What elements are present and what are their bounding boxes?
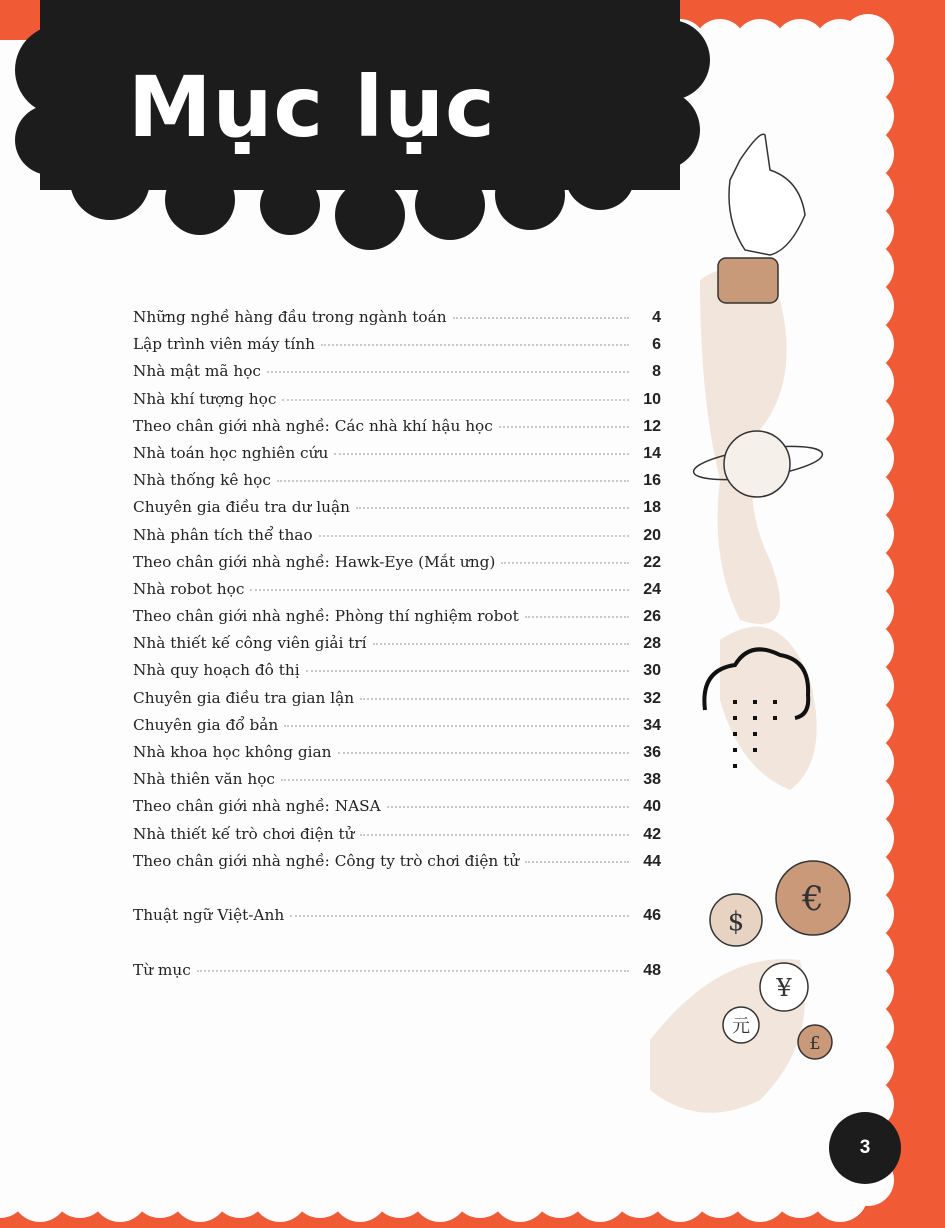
dot-leader bbox=[281, 779, 629, 781]
toc-entry-page: 20 bbox=[643, 526, 661, 544]
dot-leader bbox=[250, 589, 629, 591]
toc-entry-label: Thuật ngữ Việt-Anh bbox=[133, 906, 285, 925]
toc-entry[interactable] bbox=[133, 553, 661, 580]
toc-entry[interactable] bbox=[133, 526, 661, 553]
toc-entry[interactable] bbox=[133, 716, 661, 743]
toc-entry-page: 14 bbox=[643, 444, 661, 462]
toc-entry-page: 10 bbox=[643, 390, 661, 408]
toc-entry-label: Nhà khí tượng học bbox=[133, 389, 277, 408]
dot-leader bbox=[501, 562, 629, 564]
toc-entry[interactable] bbox=[133, 335, 661, 362]
dot-leader bbox=[356, 507, 629, 509]
dot-leader bbox=[525, 616, 629, 618]
toc-entry-label: Nhà thống kê học bbox=[133, 471, 271, 490]
toc-entry-page: 40 bbox=[643, 798, 661, 816]
toc-entry-page: 16 bbox=[643, 472, 661, 490]
toc-entry-label: Nhà khoa học không gian bbox=[133, 743, 332, 761]
svg-text:$: $ bbox=[727, 907, 745, 937]
toc-entry[interactable] bbox=[133, 634, 661, 661]
dot-leader bbox=[373, 643, 629, 645]
toc-entry[interactable] bbox=[133, 825, 661, 852]
toc-entry-page: 48 bbox=[643, 961, 661, 979]
toc-entry-page: 18 bbox=[643, 499, 661, 517]
toc-entry[interactable] bbox=[133, 308, 661, 335]
page-number: 3 bbox=[829, 1112, 901, 1184]
dot-leader bbox=[277, 480, 629, 482]
toc-entry-label: Nhà toán học nghiên cứu bbox=[133, 443, 329, 462]
dot-leader bbox=[338, 752, 629, 754]
toc-entry-page: 36 bbox=[643, 744, 661, 761]
toc-entry-page: 12 bbox=[643, 417, 661, 435]
toc-entry-label: Chuyên gia điều tra dư luận bbox=[133, 498, 350, 517]
toc-entry-label: Nhà phân tích thể thao bbox=[133, 525, 313, 544]
toc-entry-label: Nhà thiên văn học bbox=[133, 770, 275, 789]
dot-leader bbox=[525, 861, 629, 863]
toc-entry-label: Theo chân giới nhà nghề: Hawk-Eye (Mắt ưng) bbox=[133, 552, 496, 571]
toc-entry-page: 26 bbox=[643, 608, 661, 626]
toc-entry-label: Những nghề hàng đầu trong ngành toán bbox=[133, 308, 447, 326]
toc-entry-page: 46 bbox=[643, 907, 661, 925]
svg-text:元: 元 bbox=[732, 1016, 750, 1037]
toc-entry-page: 44 bbox=[643, 852, 661, 870]
toc-entry[interactable] bbox=[133, 362, 661, 389]
dot-leader bbox=[282, 399, 629, 401]
dot-leader bbox=[290, 915, 629, 917]
toc-entry-page: 30 bbox=[643, 662, 661, 680]
toc-entry-page: 24 bbox=[643, 580, 661, 598]
toc-entry-label: Nhà thiết kế trò chơi điện tử bbox=[133, 824, 355, 843]
toc-entry-page: 42 bbox=[643, 825, 661, 843]
dot-leader bbox=[284, 725, 629, 727]
dot-leader bbox=[499, 426, 629, 428]
toc-entry-page: 38 bbox=[643, 771, 661, 789]
toc-entry-label: Theo chân giới nhà nghề: Công ty trò chơi điện tử bbox=[133, 851, 520, 870]
toc-entry[interactable] bbox=[133, 743, 661, 770]
table-of-contents bbox=[133, 308, 661, 988]
dot-leader bbox=[387, 806, 629, 808]
toc-entry[interactable] bbox=[133, 417, 661, 444]
toc-entry-label: Từ mục bbox=[133, 960, 191, 979]
dot-leader bbox=[197, 970, 629, 972]
toc-entry-glossary[interactable] bbox=[133, 906, 661, 933]
toc-entry[interactable] bbox=[133, 607, 661, 634]
toc-entry[interactable] bbox=[133, 689, 661, 716]
toc-entry-label: Theo chân giới nhà nghề: Các nhà khí hậu học bbox=[133, 416, 493, 435]
toc-entry-label: Chuyên gia điều tra gian lận bbox=[133, 688, 355, 707]
page-title: Mục lục bbox=[128, 58, 496, 156]
toc-entry[interactable] bbox=[133, 797, 661, 824]
toc-entry-label: Theo chân giới nhà nghề: Phòng thí nghiệm robot bbox=[133, 607, 519, 626]
svg-text:¥: ¥ bbox=[776, 974, 792, 1002]
toc-entry-page: 22 bbox=[643, 553, 661, 571]
dot-leader bbox=[306, 670, 629, 672]
toc-entry-page: 32 bbox=[643, 689, 661, 707]
toc-entry[interactable] bbox=[133, 390, 661, 417]
toc-entry-page: 4 bbox=[652, 309, 661, 326]
dot-leader bbox=[319, 535, 629, 537]
dot-leader bbox=[453, 317, 629, 319]
dot-leader bbox=[267, 371, 629, 373]
toc-entry[interactable] bbox=[133, 471, 661, 498]
toc-entry[interactable] bbox=[133, 852, 661, 879]
dot-leader bbox=[360, 834, 629, 836]
toc-entry-label: Lập trình viên máy tính bbox=[133, 335, 316, 354]
toc-entry-label: Nhà mật mã học bbox=[133, 362, 261, 381]
toc-entry-index[interactable] bbox=[133, 961, 661, 988]
toc-entry[interactable] bbox=[133, 580, 661, 607]
toc-entry-label: Nhà quy hoạch đô thị bbox=[133, 661, 300, 680]
toc-entry-page: 34 bbox=[643, 716, 661, 734]
dot-leader bbox=[321, 344, 629, 346]
toc-entry-label: Theo chân giới nhà nghề: NASA bbox=[133, 797, 381, 816]
toc-entry[interactable] bbox=[133, 444, 661, 471]
toc-entry-label: Chuyên gia đổ bản bbox=[133, 715, 279, 734]
svg-text:£: £ bbox=[809, 1033, 821, 1054]
dot-leader bbox=[334, 453, 629, 455]
svg-text:€: € bbox=[802, 879, 824, 919]
toc-entry-page: 28 bbox=[643, 635, 661, 653]
toc-entry[interactable] bbox=[133, 498, 661, 525]
toc-entry[interactable] bbox=[133, 770, 661, 797]
toc-entry[interactable] bbox=[133, 661, 661, 688]
toc-entry-page: 8 bbox=[652, 363, 661, 381]
dot-leader bbox=[360, 698, 629, 700]
toc-entry-page: 6 bbox=[652, 336, 661, 354]
toc-entry-label: Nhà thiết kế công viên giải trí bbox=[133, 634, 367, 653]
toc-entry-label: Nhà robot học bbox=[133, 579, 245, 598]
